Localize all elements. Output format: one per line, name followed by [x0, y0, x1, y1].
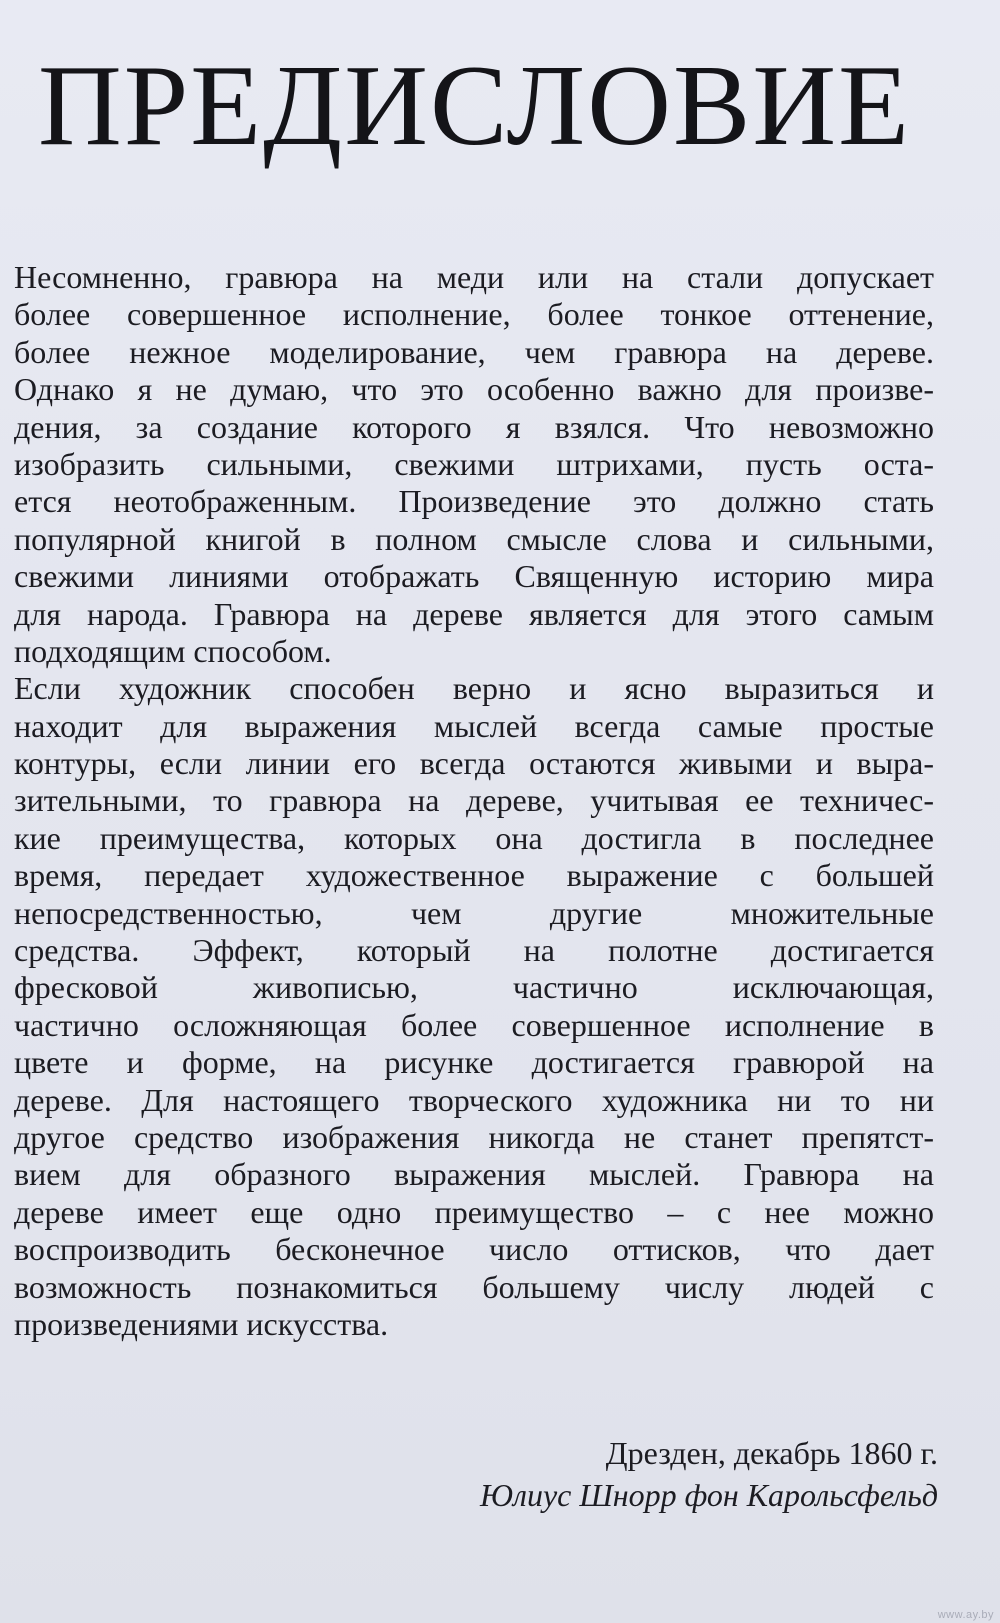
text-line: зительными, то гравюра на дереве, учитывая ее техничес- [14, 782, 934, 819]
text-line: средства. Эффект, который на полотне достигается [14, 932, 934, 969]
text-line: Если художник способен верно и ясно выразиться и [14, 670, 934, 707]
text-line: Однако я не думаю, что это особенно важно для произве- [14, 371, 934, 408]
preface-body [14, 259, 934, 1343]
text-line: контуры, если линии его всегда остаются живыми и выра- [14, 745, 934, 782]
text-line: ется неотображенным. Произведение это должно стать [14, 483, 934, 520]
text-line: для народа. Гравюра на дереве является для этого самым [14, 595, 934, 632]
signature-author: Юлиус Шнорр фон Карольсфельд [479, 1477, 938, 1513]
text-line: дереве имеет еще одно преимущество – с нее можно [14, 1193, 934, 1230]
text-line: кие преимущества, которых она достигла в последнее [14, 819, 934, 856]
text-line: возможность познакомиться большему числу людей с [14, 1268, 934, 1305]
text-line: более нежное моделирование, чем гравюра на дереве. [14, 333, 934, 370]
text-line: произведениями искусства. [14, 1305, 389, 1342]
text-line: непосредственностью, чем другие множительные [14, 894, 934, 931]
text-line: находит для выражения мыслей всегда самые простые [14, 707, 934, 744]
signature-block [480, 1432, 938, 1516]
text-line: подходящим способом. [14, 632, 332, 669]
text-line: дения, за создание которого я взялся. Что невозможно [14, 408, 934, 445]
text-line: Несомненно, гравюра на меди или на стали допускает [14, 259, 934, 295]
text-line: дереве. Для настоящего творческого художника ни то ни [14, 1081, 934, 1118]
text-line: фресковой живописью, частично исключающая, [14, 969, 934, 1006]
text-line: популярной книгой в полном смысле слова и сильными, [14, 520, 934, 557]
text-line: время, передает художественное выражение с большей [14, 857, 934, 894]
text-line: более совершенное исполнение, более тонкое оттенение, [14, 296, 934, 333]
watermark-text: www.ay.by [937, 1609, 994, 1621]
page-title: ПРЕДИСЛОВИЕ [38, 42, 911, 170]
text-line: воспроизводить бесконечное число оттисков, что дает [14, 1231, 934, 1268]
text-line: цвете и форме, на рисунке достигается гравюрой на [14, 1044, 934, 1081]
signature-place-date: Дрезден, декабрь 1860 г. [605, 1435, 938, 1471]
text-line: вием для образного выражения мыслей. Гравюра на [14, 1156, 934, 1193]
text-line: изобразить сильными, свежими штрихами, пусть оста- [14, 445, 934, 482]
text-line: другое средство изображения никогда не станет препятст- [14, 1118, 934, 1155]
text-line: свежими линиями отображать Священную историю мира [14, 558, 934, 595]
text-line: частично осложняющая более совершенное исполнение в [14, 1006, 934, 1043]
